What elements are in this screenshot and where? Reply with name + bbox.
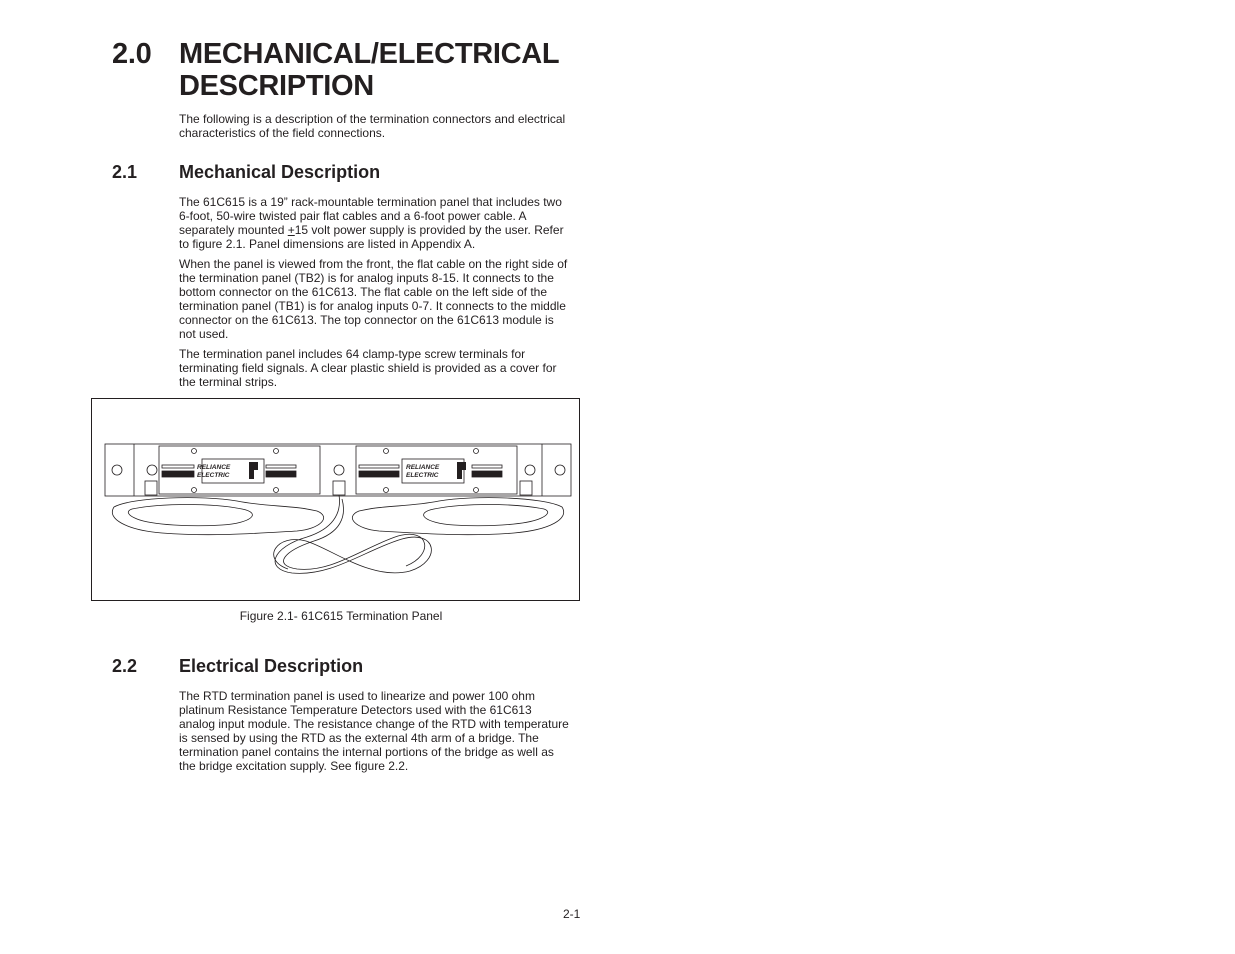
logo-text: RELIANCE [197, 464, 231, 471]
cable-connector [333, 481, 345, 495]
mount-hole-left [112, 465, 122, 475]
screw-icon [334, 465, 344, 475]
termination-panel-figure [91, 398, 580, 601]
reliance-logo-icon [457, 462, 466, 479]
terminal-strip [472, 471, 502, 477]
flat-cable-right [352, 498, 563, 535]
flat-cable-left-inner [128, 505, 252, 526]
cable-connector [520, 481, 532, 495]
mechanical-paragraph-1 [179, 195, 569, 251]
electrical-paragraph-1: The RTD termination panel is used to linearize and power 100 ohm platinum Resistance Temperature Detectors used with the 61C613 analog input module. The resistance change of the RTD with temperature is sensed by using the RTD as the external 4th arm of a bridge. The termination panel contains the internal portions of the bridge as well as the bridge excitation supply. See figure 2.2. [179, 689, 569, 773]
mechanical-paragraph-2: When the panel is viewed from the front, the flat cable on the right side of the termination panel (TB2) is for analog inputs 8-15. It connects to the bottom connector on the 61C613. The flat cable on the left side of the termination panel (TB1) is for analog inputs 0-7. It connects to the middle connector on the 61C613. The top connector on the 61C613 module is not used. [179, 257, 568, 341]
module-1-outline [159, 446, 320, 494]
terminal-strip [359, 471, 399, 477]
screw-icon [384, 488, 389, 493]
screw-icon [474, 449, 479, 454]
page-number: 2-1 [563, 907, 581, 921]
screw-icon [192, 449, 197, 454]
section-2-0-heading [112, 38, 599, 102]
mechanical-paragraph-3: The termination panel includes 64 clamp-type screw terminals for terminating field signals. A clear plastic shield is provided as a cover for the terminal strips. [179, 347, 557, 389]
section-title: Electrical Description [179, 656, 364, 676]
terminal-strip [162, 471, 194, 477]
screw-icon [474, 488, 479, 493]
module-2-label-plate [402, 459, 464, 483]
section-number: 2.0 [112, 38, 152, 70]
section-number: 2.2 [112, 656, 138, 676]
screw-icon [274, 449, 279, 454]
flat-cable-left [112, 498, 323, 535]
terminal-strip [162, 465, 194, 468]
termination-panel-drawing [92, 399, 579, 600]
terminal-strip [359, 465, 399, 468]
section-2-1-heading [112, 161, 380, 183]
text-run: 15 volt power supply is provided by the user. Refer to figure 2.1. Panel dimensions are listed in Appendix A. [179, 223, 564, 251]
section-number: 2.1 [112, 162, 138, 182]
terminal-strip [266, 465, 296, 468]
screw-icon [147, 465, 157, 475]
text-run: The 61C615 is a 19” rack-mountable termination panel that includes two 6-foot, 50-wire twisted pair flat cables and a 6-foot power cable. A separately mounted [179, 195, 562, 237]
terminal-strip [266, 471, 296, 477]
mount-hole-right [555, 465, 565, 475]
section-2-2-heading [112, 655, 363, 677]
section-title: MECHANICAL/ELECTRICAL DESCRIPTION [179, 38, 559, 102]
screw-icon [192, 488, 197, 493]
logo-text: ELECTRIC [197, 472, 230, 479]
flat-cable-right-inner [424, 505, 548, 526]
screw-icon [384, 449, 389, 454]
intro-paragraph: The following is a description of the termination connectors and electrical characteristics of the field connections. [179, 112, 566, 140]
plus-minus-symbol: + [287, 223, 295, 237]
cable-connector [145, 481, 157, 495]
screw-icon [274, 488, 279, 493]
rack-panel-outline [105, 444, 571, 496]
terminal-strip [472, 465, 502, 468]
section-title: Mechanical Description [179, 162, 381, 182]
logo-text: ELECTRIC [406, 472, 439, 479]
figure-caption: Figure 2.1- 61C615 Termination Panel [239, 609, 443, 623]
logo-text: RELIANCE [406, 464, 440, 471]
reliance-logo-icon [249, 462, 258, 479]
screw-icon [525, 465, 535, 475]
